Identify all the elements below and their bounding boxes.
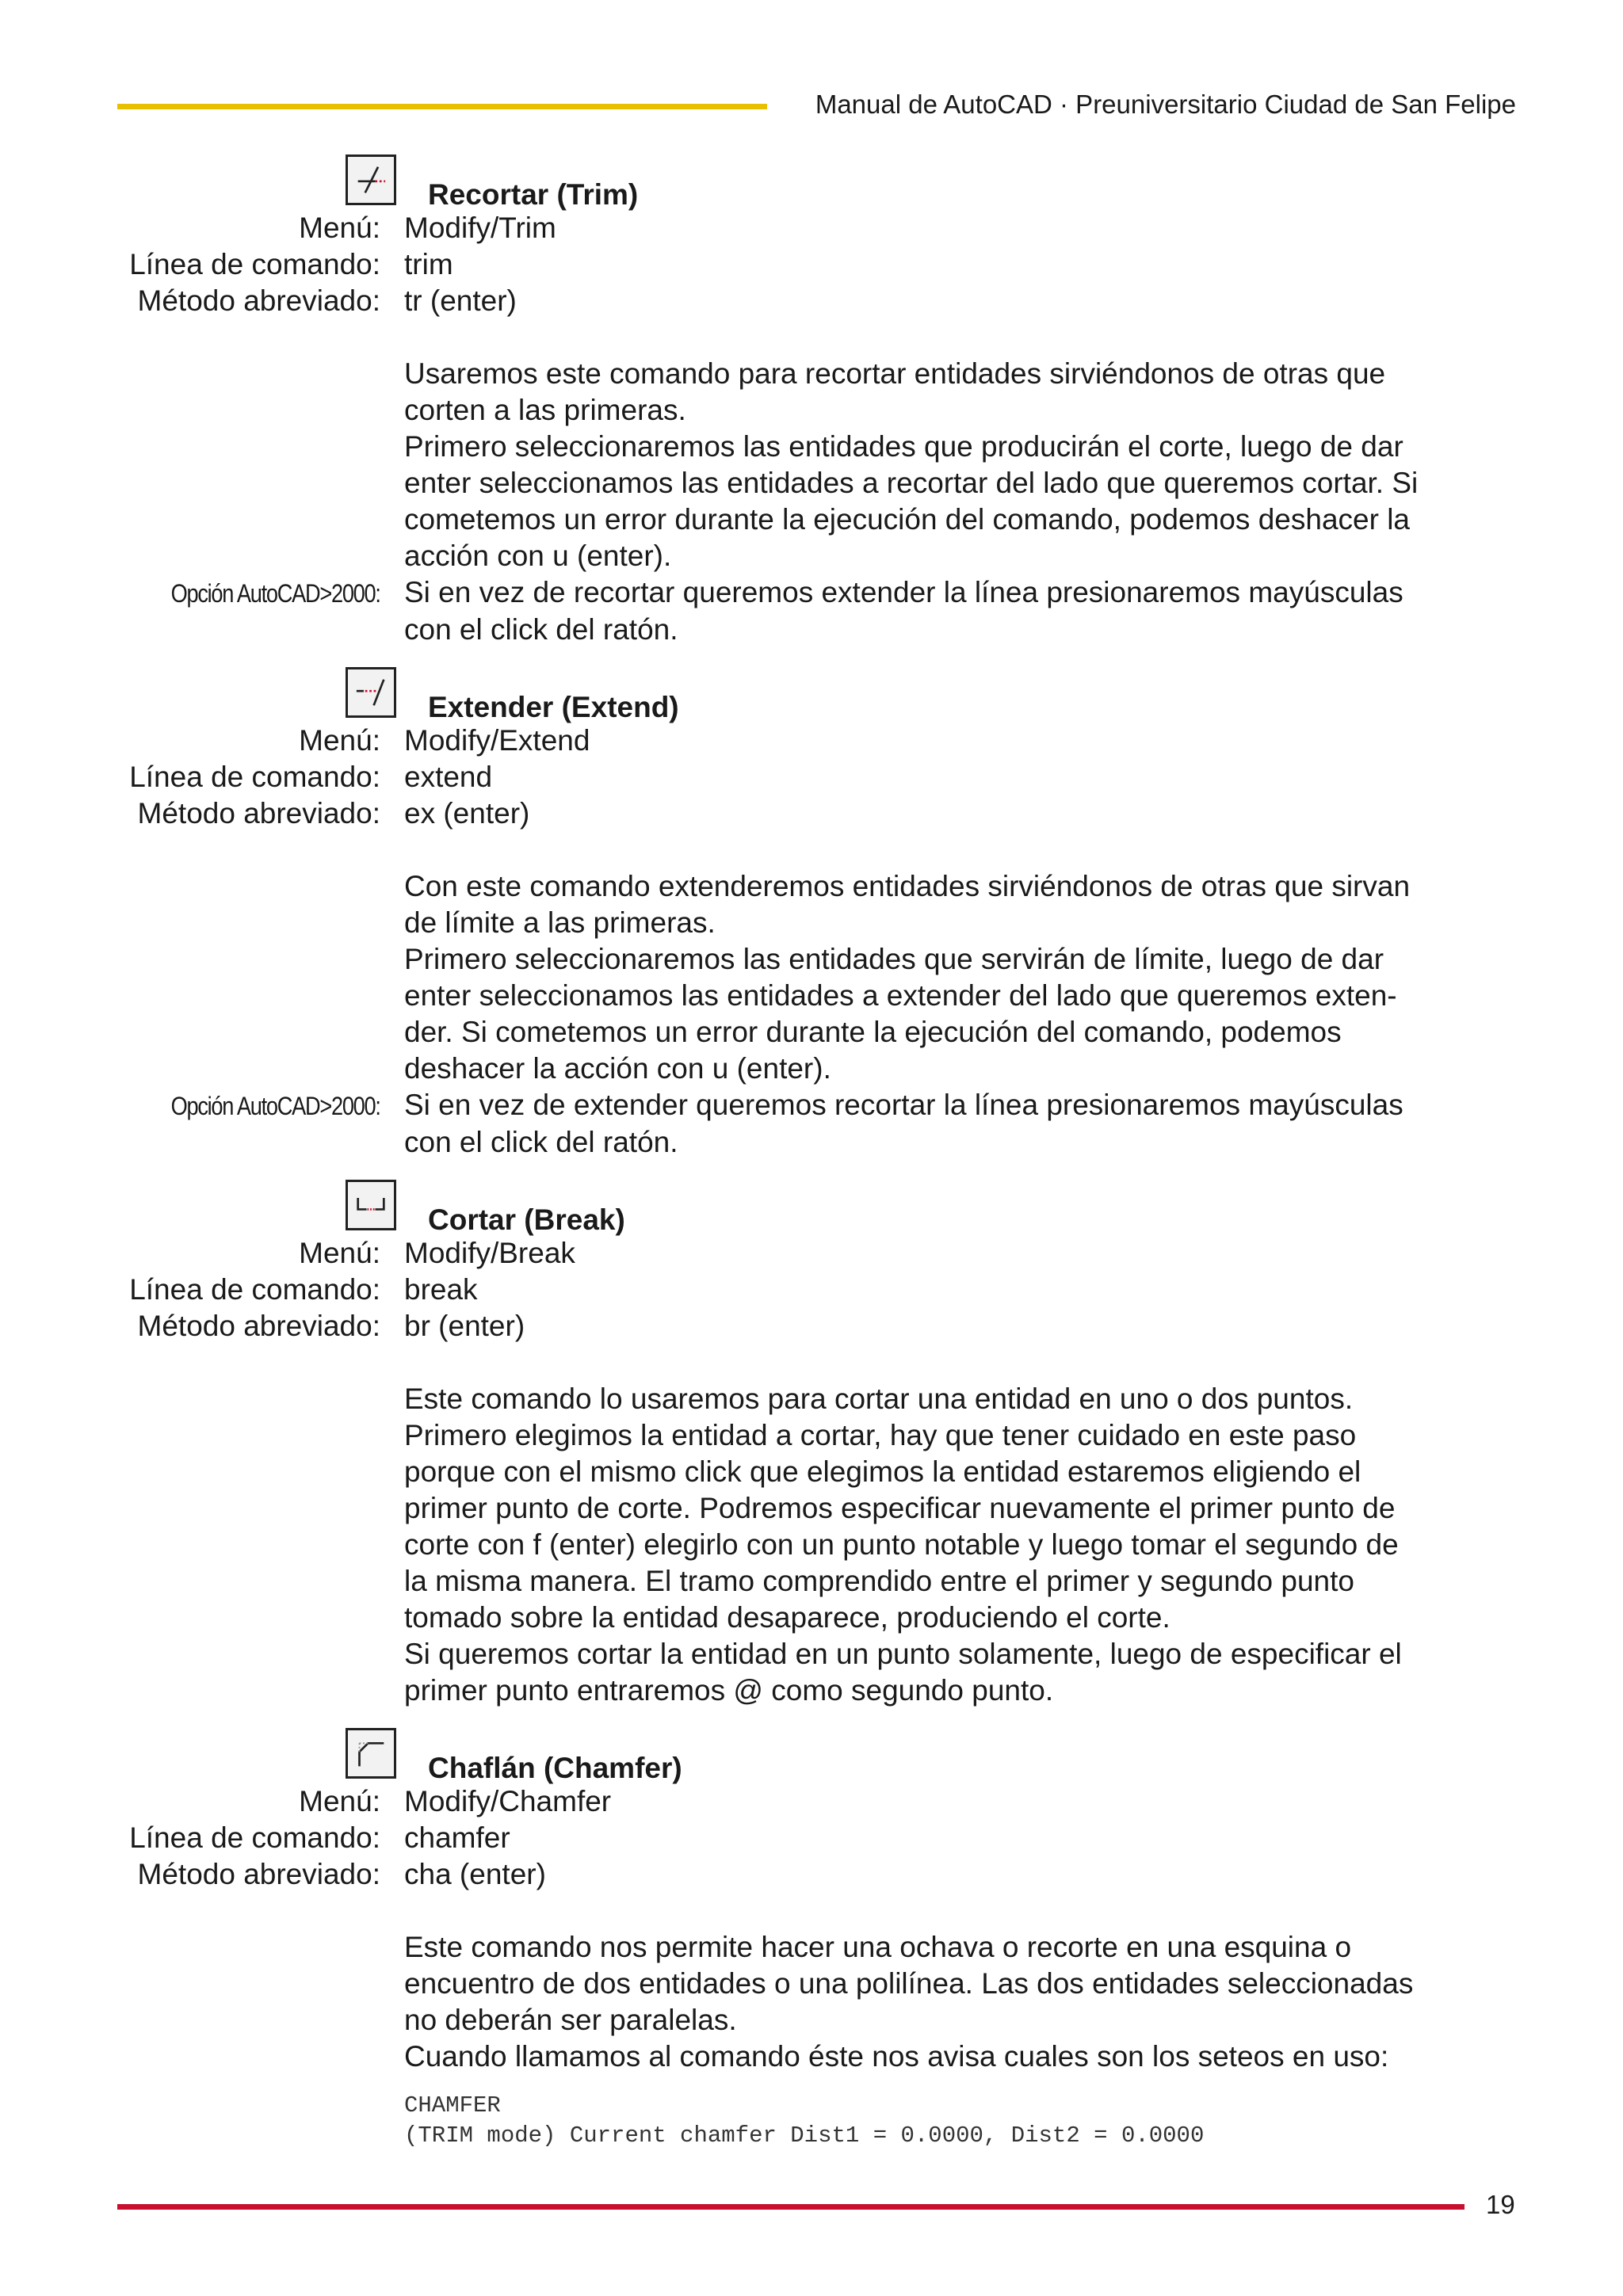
description-line: deshacer la acción con u (enter). (404, 1052, 831, 1085)
description-line: primer punto de corte. Podremos especificar nuevamente el primer punto de (404, 1492, 1396, 1524)
description-line: Primero seleccionaremos las entidades que servirán de límite, luego de dar (404, 943, 1384, 975)
command-shortcut: tr (enter) (404, 284, 517, 317)
description-line: Usaremos este comando para recortar entidades sirviéndonos de otras que (404, 357, 1386, 390)
description-line: encuentro de dos entidades o una polilínea. Las dos entidades seleccionadas (404, 1967, 1414, 2000)
description-line: Este comando nos permite hacer una ochava o recorte en una esquina o (404, 1931, 1352, 1963)
section-extend: Extender (Extend) Menú: Modify/Extend Línea de comando: extend Método abreviado: ex (enter) Con este comando extenderemos entidades sirviéndonos de otras que sirvan de límite a las primeras. Primero seleccionaremos las entidades que servirán de límite, luego de dar enter seleccionamos las entidades a extender del lado que queremos exten- der. Si cometemos un error durante la ejecución del comando, podemos deshacer la acción con u (enter). Opción AutoCAD>2000: Si en vez de extender queremos recortar la línea presionaremos mayúsculas con el click del ratón. (0, 667, 1623, 1161)
command-shortcut: cha (enter) (404, 1858, 546, 1890)
command-name: trim (404, 248, 453, 280)
description-line: de límite a las primeras. (404, 906, 716, 939)
section-title: Chaflán (Chamfer) (428, 1752, 682, 1784)
trim-icon (346, 154, 396, 205)
description-line: cometemos un error durante la ejecución del comando, podemos deshacer la (404, 503, 1411, 536)
command-shortcut: ex (enter) (404, 797, 530, 830)
description-line: enter seleccionamos las entidades a extender del lado que queremos exten- (404, 979, 1397, 1012)
description-line: der. Si cometemos un error durante la ejecución del comando, podemos (404, 1016, 1342, 1048)
header-title: Manual de AutoCAD · Preuniversitario Ciudad de San Felipe (815, 90, 1516, 119)
code-line: CHAMFER (404, 2092, 501, 2119)
description-line: Primero elegimos la entidad a cortar, hay que tener cuidado en este paso (404, 1419, 1357, 1451)
description-line: Si queremos cortar la entidad en un punto solamente, luego de especificar el (404, 1638, 1402, 1670)
option-line: con el click del ratón. (404, 613, 678, 646)
description-line: Cuando llamamos al comando éste nos avisa cuales son los seteos en uso: (404, 2040, 1389, 2073)
section-trim: Recortar (Trim) Menú: Modify/Trim Línea de comando: trim Método abreviado: tr (enter) Usaremos este comando para recortar entidades sirviéndonos de otras que corten a las primeras. Primero seleccionaremos las entidades que producirán el corte, luego de dar enter seleccionamos las entidades a recortar del lado que queremos cortar. Si cometemos un error durante la ejecución del comando, podemos deshacer la acción con u (enter). Opción AutoCAD>2000: Si en vez de recortar queremos extender la línea presionaremos mayúsculas con el click del ratón. (0, 154, 1623, 648)
description-line: Con este comando extenderemos entidades sirviéndonos de otras que sirvan (404, 870, 1411, 902)
section-chamfer: Chaflán (Chamfer) Menú: Modify/Chamfer Línea de comando: chamfer Método abreviado: cha (enter) Este comando nos permite hacer una ochava o recorte en una esquina o encuentro de dos entidades o una polilínea. Las dos entidades seleccionadas no deberán ser paralelas. Cuando llamamos al comando éste nos avisa cuales son los seteos en uso: CHAMFER (TRIM mode) Current chamfer Dist1 = 0.0000, Dist2 = 0.0000 (0, 1728, 1623, 2151)
section-title: Extender (Extend) (428, 691, 679, 723)
option-label: Opción AutoCAD>2000: (170, 579, 380, 608)
break-icon (346, 1180, 396, 1230)
description-line: corten a las primeras. (404, 394, 686, 426)
menu-path: Modify/Extend (404, 724, 590, 757)
option-line: Si en vez de extender queremos recortar la línea presionaremos mayúsculas (404, 1089, 1403, 1121)
description-line: corte con f (enter) elegirlo con un punto notable y luego tomar el segundo de (404, 1528, 1399, 1561)
footer-rule (117, 2204, 1465, 2210)
extend-icon (346, 667, 396, 718)
description-line: Este comando lo usaremos para cortar una entidad en uno o dos puntos. (404, 1383, 1354, 1415)
option-label: Opción AutoCAD>2000: (170, 1092, 380, 1120)
option-line: con el click del ratón. (404, 1126, 678, 1158)
command-name: break (404, 1273, 478, 1306)
description-line: porque con el mismo click que elegimos la entidad estaremos eligiendo el (404, 1455, 1361, 1488)
description-line: primer punto entraremos @ como segundo punto. (404, 1674, 1054, 1707)
section-title: Cortar (Break) (428, 1203, 625, 1236)
menu-path: Modify/Break (404, 1237, 575, 1269)
section-title: Recortar (Trim) (428, 178, 639, 211)
description-line: enter seleccionamos las entidades a recortar del lado que queremos cortar. Si (404, 467, 1419, 499)
description-line: acción con u (enter). (404, 540, 672, 572)
chamfer-icon (346, 1728, 396, 1779)
header-rule (117, 104, 767, 109)
description-line: tomado sobre la entidad desaparece, produciendo el corte. (404, 1601, 1170, 1634)
menu-path: Modify/Chamfer (404, 1785, 612, 1817)
option-line: Si en vez de recortar queremos extender la línea presionaremos mayúsculas (404, 576, 1403, 608)
document-body (0, 154, 1623, 2170)
section-break: Cortar (Break) Menú: Modify/Break Línea de comando: break Método abreviado: br (enter) Este comando lo usaremos para cortar una entidad en uno o dos puntos. Primero elegimos la entidad a cortar, hay que tener cuidado en este paso porque con el mismo click que elegimos la entidad estaremos eligiendo el primer punto de corte. Podremos especificar nuevamente el primer punto de corte con f (enter) elegirlo con un punto notable y luego tomar el segundo de la misma manera. El tramo comprendido entre el primer y segundo punto tomado sobre la entidad desaparece, produciendo el corte. Si queremos cortar la entidad en un punto solamente, luego de especificar el primer punto entraremos @ como segundo punto. (0, 1180, 1623, 1709)
command-name: extend (404, 761, 493, 793)
menu-path: Modify/Trim (404, 212, 556, 244)
command-shortcut: br (enter) (404, 1310, 525, 1342)
description-line: no deberán ser paralelas. (404, 2004, 737, 2036)
code-line: (TRIM mode) Current chamfer Dist1 = 0.0000, Dist2 = 0.0000 (404, 2122, 1205, 2149)
page-number: 19 (1486, 2190, 1515, 2219)
description-line: la misma manera. El tramo comprendido entre el primer y segundo punto (404, 1565, 1354, 1597)
description-line: Primero seleccionaremos las entidades que producirán el corte, luego de dar (404, 430, 1403, 463)
command-name: chamfer (404, 1821, 510, 1854)
